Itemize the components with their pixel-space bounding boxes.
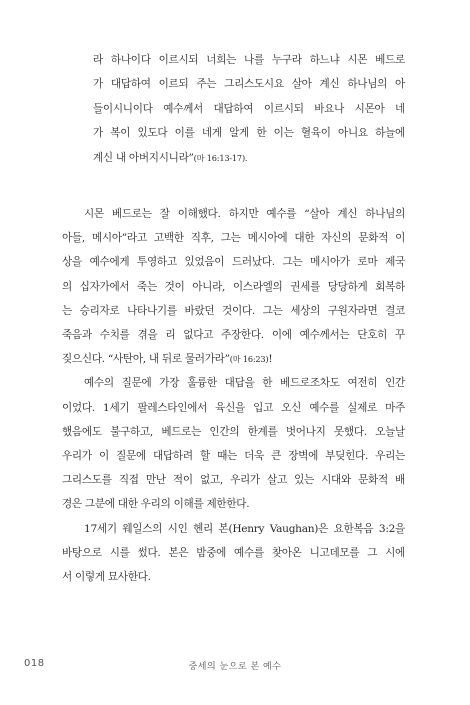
paragraph-line: 죽음과 수치를 겪을 리 없다고 주장한다. 이에 예수께서는 단호히 꾸 — [62, 329, 405, 342]
quote-line: 가 대답하여 이르되 주는 그리스도시요 살아 계신 하나님의 아 — [93, 78, 405, 91]
quote-citation: (마 16:13-17). — [193, 152, 248, 163]
body-text — [62, 202, 405, 589]
running-title: 중세의 눈으로 본 예수 — [188, 662, 282, 672]
quote-line: 라 하나이다 이르시되 너희는 나를 누구라 하느냐 시몬 베드로 — [93, 54, 405, 66]
paragraph-line: 상을 예수에게 투영하고 있었음이 드러났다. 그는 메시아가 로마 제국 — [62, 256, 405, 269]
paragraph-line: 는 승리자로 나타나기를 바랐던 것이다. 그는 세상의 구원자라면 결코 — [62, 304, 405, 317]
paragraph-line: 아들, 메시아”라고 고백한 직후, 그는 메시아에 대한 자신의 문화적 이 — [62, 232, 405, 245]
paragraph-line: 17세기 웨일스의 시인 헨리 본(Henry Vaughan)은 요한복음 3:2을 — [84, 522, 405, 535]
quote-line: 들이시니이다 예수께서 대답하여 이르시되 바요나 시몬아 네 — [93, 102, 405, 115]
page-number: 018 — [24, 658, 45, 669]
paragraph-line: 예수의 질문에 가장 훌륭한 대답을 한 베드로조차도 여전히 인간 — [84, 377, 405, 390]
paragraph-line: 서 이렇게 묘사한다. — [62, 571, 151, 584]
paragraph-line: 경은 그분에 대한 우리의 이해를 제한한다. — [62, 498, 250, 511]
quote-line-text: 계신 내 아버지시니라” — [93, 151, 194, 164]
scripture-quote-block — [93, 48, 405, 170]
paragraph-line: 그리스도를 직접 만난 적이 없고, 우리가 살고 있는 시대와 문화적 배 — [62, 474, 405, 487]
citation-tail: ! — [268, 353, 273, 366]
paragraph-line: 했음에도 불구하고, 베드로는 인간의 한계를 벗어나지 못했다. 오늘날 — [62, 425, 405, 438]
inline-citation: (마 16:23) — [229, 354, 269, 365]
paragraph-line-text: 짖으신다. “사탄아, 내 뒤로 물러가라” — [62, 353, 230, 366]
paragraph-line: 우리가 이 질문에 대답하려 할 때는 더욱 큰 장벽에 부딪힌다. 우리는 — [62, 450, 405, 463]
paragraph-line: 의 십자가에서 죽는 것이 아니라, 이스라엘의 권세를 당당하게 회복하 — [62, 280, 405, 293]
paragraph-line-last — [62, 347, 405, 371]
quote-line: 가 복이 있도다 이를 네게 알게 한 이는 혈육이 아니요 하늘에 — [93, 127, 405, 140]
paragraph-line: 시몬 베드로는 잘 이해했다. 하지만 예수를 “살아 계신 하나님의 — [84, 208, 405, 220]
page-footer — [0, 658, 470, 678]
quote-line-last — [93, 146, 405, 170]
paragraph-line: 바탕으로 시를 썼다. 본은 밤중에 예수를 찾아온 니고데모를 그 시에 — [62, 546, 405, 559]
paragraph-line: 이었다. 1세기 팔레스타인에서 육신을 입고 오신 예수를 실제로 마주 — [62, 401, 405, 414]
